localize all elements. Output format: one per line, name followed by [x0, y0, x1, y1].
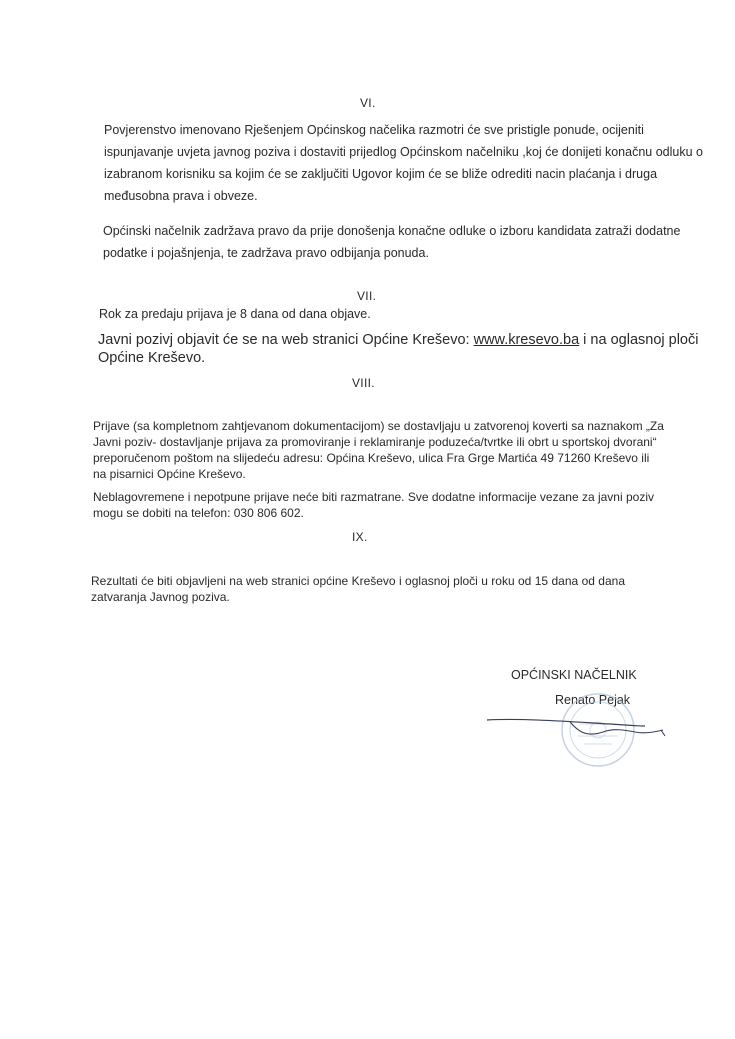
text-line: Općinski načelnik zadržava pravo da prije donošenja konačne odluke o izboru kandidata zatraži dodatne: [103, 224, 681, 238]
section-7-paragraph-1: Rok za predaju prijava je 8 dana od dana objave.: [99, 307, 371, 321]
section-9-heading: IX.: [352, 530, 368, 544]
section-7-heading: VII.: [357, 289, 377, 303]
text-line: Javni poziv- dostavljanje prijava za promoviranje i reklamiranje poduzeća/tvrtke ili obrt u sportskoj dvorani“: [93, 435, 657, 449]
text-line: na pisarnici Općine Kreševo.: [93, 467, 246, 481]
handwritten-signature: [485, 712, 675, 752]
text-line: Prijave (sa kompletnom zahtjevanom dokumentacijom) se dostavljaju u zatvorenoj koverti sa naznakom „Za: [93, 419, 664, 433]
text-line: Povjerenstvo imenovano Rješenjem Općinskog načelika razmotri će sve pristigle ponude, ocijeniti: [104, 123, 644, 137]
section-6-heading: VI.: [360, 96, 376, 110]
section-8-heading: VIII.: [352, 376, 375, 390]
section-9-paragraph-1: [91, 573, 625, 605]
signatory-name: Renato Pejak: [555, 693, 631, 707]
text-line: Općine Kreševo.: [98, 350, 206, 366]
text-line: Rezultati će biti objavljeni na web stranici općine Kreševo i oglasnoj ploči u roku od 15 dana od dana: [91, 574, 625, 588]
text-line: mogu se dobiti na telefon: 030 806 602.: [93, 506, 304, 520]
text-line: ispunjavanje uvjeta javnog poziva i dostaviti prijedlog Općinskom načelniku ,koj će donijeti konačnu odluku o: [104, 145, 703, 159]
website-link[interactable]: www.kresevo.ba: [473, 332, 580, 348]
section-8-paragraph-2: [93, 489, 654, 521]
text-run: Javni pozivj objavit će se na web stranici Općine Kreševo:: [98, 332, 474, 348]
section-8-paragraph-1: [93, 418, 664, 482]
section-7-paragraph-2: [98, 331, 699, 367]
signatory-title: OPĆINSKI NAČELNIK: [511, 668, 637, 682]
text-line: [98, 331, 699, 349]
text-line: izabranom korisniku sa kojim će se zaključiti Ugovor kojim će se bliže odrediti nacin plaćanja i druga: [104, 167, 658, 181]
section-6-paragraph-2: [103, 220, 681, 264]
text-line: Neblagovremene i nepotpune prijave neće biti razmatrane. Sve dodatne informacije vezane za javni poziv: [93, 490, 654, 504]
text-line: preporučenom poštom na slijedeću adresu: Općina Kreševo, ulica Fra Grge Martića 49 71260 Kreševo ili: [93, 451, 650, 465]
text-line: zatvaranja Javnog poziva.: [91, 590, 230, 604]
section-6-paragraph-1: [104, 119, 703, 207]
text-run: i na oglasnoj ploči: [579, 332, 699, 348]
text-line: podatke i pojašnjenja, te zadržava pravo odbijanja ponuda.: [103, 246, 429, 260]
text-line: međusobna prava i obveze.: [104, 189, 258, 203]
